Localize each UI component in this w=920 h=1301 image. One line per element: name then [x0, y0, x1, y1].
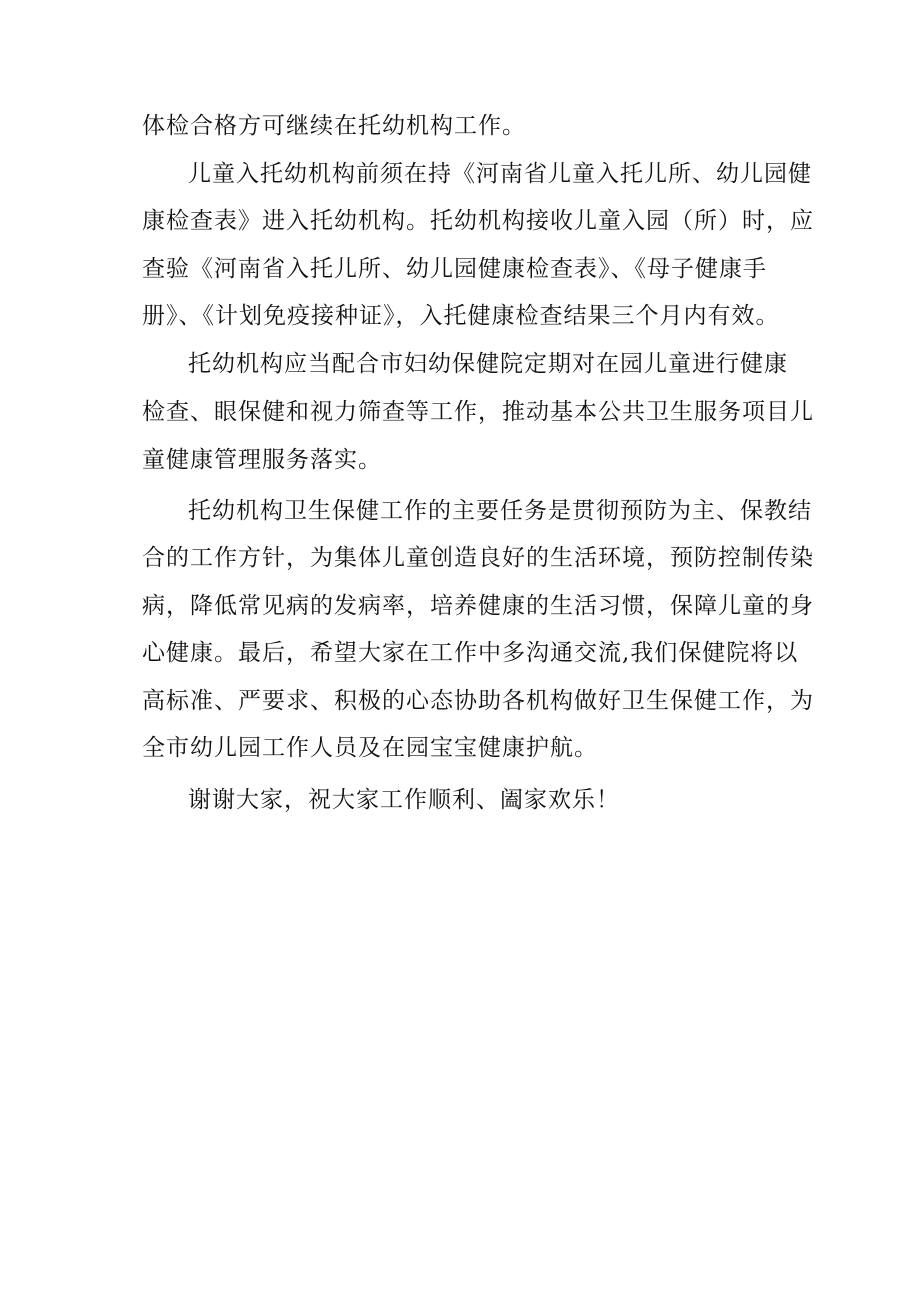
paragraph-line: 高标准、严要求、积极的心态协助各机构做好卫生保健工作，为 — [142, 688, 814, 714]
paragraph-line: 儿童入托幼机构前须在持《河南省儿童入托儿所、幼儿园健 — [188, 161, 812, 187]
paragraph-line: 体检合格方可继续在托幼机构工作。 — [142, 113, 526, 139]
paragraph-line: 托幼机构卫生保健工作的主要任务是贯彻预防为主、保教结 — [188, 498, 812, 524]
paragraph-line: 合的工作方针，为集体儿童创造良好的生活环境，预防控制传染 — [142, 545, 814, 571]
paragraph-line: 全市幼儿园工作人员及在园宝宝健康护航。 — [142, 735, 598, 761]
paragraph-line: 托幼机构应当配合市妇幼保健院定期对在园儿童进行健康 — [188, 351, 788, 377]
paragraph-line: 心健康。最后，希望大家在工作中多沟通交流,我们保健院将以 — [142, 640, 799, 666]
paragraph-line: 册》、《计划免疫接种证》，入托健康检查结果三个月内有效。 — [142, 303, 780, 329]
paragraph-line: 病，降低常见病的发病率，培养健康的生活习惯，保障儿童的身 — [142, 593, 814, 619]
paragraph-line: 童健康管理服务落实。 — [142, 447, 382, 473]
paragraph-line: 查验《河南省入托儿所、幼儿园健康检查表》、《母子健康手 — [142, 256, 767, 282]
paragraph-line: 谢谢大家，祝大家工作顺利、阖家欢乐！ — [188, 787, 620, 813]
paragraph-line: 检查、眼保健和视力筛查等工作，推动基本公共卫生服务项目儿 — [142, 399, 814, 425]
paragraph-line: 康检查表》进入托幼机构。托幼机构接收儿童入园（所）时，应 — [142, 208, 814, 234]
